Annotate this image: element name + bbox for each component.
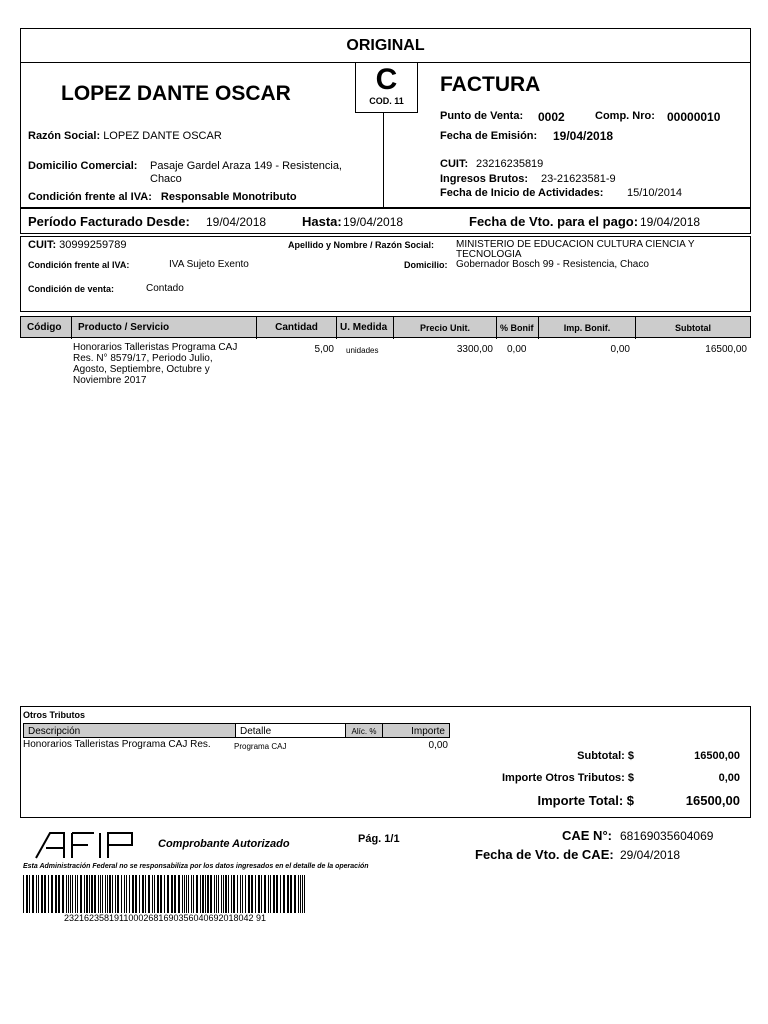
inicio-actividades-label: Fecha de Inicio de Actividades: xyxy=(440,187,604,199)
item-producto xyxy=(73,342,253,386)
col-subtotal: Subtotal xyxy=(675,323,711,333)
item-medida: unidades xyxy=(346,346,379,355)
period-row xyxy=(20,208,751,234)
barcode-bar xyxy=(72,875,73,913)
item-producto-line: Noviembre 2017 xyxy=(73,375,147,386)
barcode-bar xyxy=(258,875,260,913)
barcode-number: 23216235819110002681690356040692018042 91 xyxy=(64,913,267,923)
item-producto-line: Res. N° 8579/17, Periodo Julio, xyxy=(73,353,213,364)
cae-vto-label: Fecha de Vto. de CAE: xyxy=(475,847,614,862)
barcode-bar xyxy=(80,875,82,913)
barcode-bar xyxy=(174,875,176,913)
condicion-venta-label: Condición de venta: xyxy=(28,284,115,294)
cae-label: CAE N°: xyxy=(562,828,612,843)
barcode-bar xyxy=(98,875,99,913)
original-banner xyxy=(20,28,751,63)
barcode-icon xyxy=(23,875,308,913)
col-medida: U. Medida xyxy=(337,317,394,339)
client-iva-label: Condición frente al IVA: xyxy=(28,260,130,270)
item-imp-bonif: 0,00 xyxy=(610,344,630,355)
barcode-bar xyxy=(70,875,71,913)
item-bonif: 0,00 xyxy=(507,344,527,355)
client-cuit-row xyxy=(28,239,126,251)
barcode-bar xyxy=(216,875,217,913)
barcode-bar xyxy=(205,875,206,913)
barcode-bar xyxy=(160,875,162,913)
barcode-bar xyxy=(200,875,201,913)
razon-social-value: LOPEZ DANTE OSCAR xyxy=(103,130,222,142)
subtotal-label: Subtotal: $ xyxy=(577,750,634,762)
trib-row-detalle: Programa CAJ xyxy=(234,742,287,751)
barcode-bar xyxy=(58,875,60,913)
barcode-bar xyxy=(121,875,122,913)
otros-tributos-total-value: 0,00 xyxy=(718,772,740,784)
barcode-bar xyxy=(233,875,235,913)
barcode-bar xyxy=(62,875,64,913)
barcode-bar xyxy=(261,875,262,913)
col-producto: Producto / Servicio xyxy=(72,317,257,339)
domicilio-comercial-line1: Pasaje Gardel Araza 149 - Resistencia, xyxy=(150,160,342,172)
barcode-bar xyxy=(89,875,90,913)
client-iva-value: IVA Sujeto Exento xyxy=(169,259,249,270)
cae-vto-value: 29/04/2018 xyxy=(620,848,681,862)
trib-col-alic: Alíc. % xyxy=(345,723,383,738)
barcode xyxy=(23,875,308,913)
period-vto-value: 19/04/2018 xyxy=(640,215,701,229)
client-nombre-line2: TECNOLOGIA xyxy=(456,249,522,260)
barcode-bar xyxy=(124,875,125,913)
barcode-bar xyxy=(23,875,24,913)
barcode-bar xyxy=(154,875,155,913)
client-domicilio-label: Domicilio: xyxy=(404,260,448,270)
barcode-bar xyxy=(294,875,296,913)
barcode-bar xyxy=(186,875,187,913)
barcode-bar xyxy=(248,875,250,913)
barcode-bar xyxy=(290,875,292,913)
original-label: ORIGINAL xyxy=(346,37,425,54)
barcode-bar xyxy=(210,875,212,913)
subtotal-value: 16500,00 xyxy=(694,750,740,762)
domicilio-comercial-line2: Chaco xyxy=(150,173,182,185)
barcode-bar xyxy=(68,875,69,913)
col-bonif: % Bonif xyxy=(497,317,539,339)
invoice-letter-code: COD. 11 xyxy=(369,96,404,106)
barcode-bar xyxy=(270,875,271,913)
barcode-bar xyxy=(218,875,219,913)
barcode-bar xyxy=(129,875,130,913)
period-desde-label: Período Facturado Desde: xyxy=(28,214,190,229)
afip-disclaimer: Esta Administración Federal no se responsabiliza por los datos ingresados en el detalle de la operación xyxy=(23,863,369,870)
col-imp-bonif: Imp. Bonif. xyxy=(539,317,636,339)
client-nombre-label: Apellido y Nombre / Razón Social: xyxy=(288,240,435,250)
comprobante-autorizado: Comprobante Autorizado xyxy=(158,838,290,850)
barcode-bar xyxy=(298,875,299,913)
barcode-bar xyxy=(300,875,301,913)
barcode-bar xyxy=(202,875,204,913)
barcode-bar xyxy=(91,875,93,913)
comp-nro-value: 00000010 xyxy=(667,110,721,124)
page-number: Pág. 1/1 xyxy=(358,833,400,845)
otros-tributos-header xyxy=(23,723,450,738)
client-domicilio-value: Gobernador Bosch 99 - Resistencia, Chaco xyxy=(456,259,649,270)
cae-value: 68169035604069 xyxy=(620,829,714,843)
barcode-bar xyxy=(242,875,243,913)
barcode-bar xyxy=(157,875,159,913)
afip-logo xyxy=(34,830,144,860)
fecha-emision-label: Fecha de Emisión: xyxy=(440,130,538,142)
otros-tributos-title: Otros Tributos xyxy=(23,710,86,720)
barcode-bar xyxy=(276,875,278,913)
barcode-bar xyxy=(273,875,275,913)
barcode-bar xyxy=(48,875,49,913)
totals-box xyxy=(20,706,751,818)
barcode-bar xyxy=(112,875,113,913)
issuer-iva-label: Condición frente al IVA: xyxy=(28,191,152,203)
importe-total-label: Importe Total: $ xyxy=(537,793,634,808)
barcode-bar xyxy=(188,875,189,913)
item-producto-line: Agosto, Septiembre, Octubre y xyxy=(73,364,210,375)
item-subtotal: 16500,00 xyxy=(705,344,747,355)
barcode-bar xyxy=(152,875,153,913)
punto-venta-value: 0002 xyxy=(538,110,565,124)
domicilio-comercial-label: Domicilio Comercial: xyxy=(28,160,138,172)
barcode-bar xyxy=(75,875,76,913)
barcode-bar xyxy=(223,875,224,913)
barcode-bar xyxy=(66,875,67,913)
barcode-bar xyxy=(191,875,192,913)
barcode-bar xyxy=(29,875,30,913)
item-precio: 3300,00 xyxy=(456,344,493,355)
client-cuit-label: CUIT: xyxy=(28,239,57,251)
col-precio: Precio Unit. xyxy=(394,317,497,339)
barcode-bar xyxy=(55,875,57,913)
col-cantidad: Cantidad xyxy=(257,317,337,339)
barcode-bar xyxy=(251,875,253,913)
condicion-venta-value: Contado xyxy=(146,283,184,294)
items-table-header xyxy=(20,316,751,338)
barcode-bar xyxy=(304,875,305,913)
razon-social-label: Razón Social: xyxy=(28,130,101,142)
razon-social-row xyxy=(28,130,222,142)
barcode-bar xyxy=(302,875,303,913)
barcode-bar xyxy=(132,875,134,913)
barcode-bar xyxy=(240,875,241,913)
trib-col-importe: Importe xyxy=(382,723,450,738)
barcode-bar xyxy=(126,875,127,913)
inicio-actividades-value: 15/10/2014 xyxy=(627,187,683,199)
trib-col-detalle: Detalle xyxy=(235,723,346,738)
barcode-bar xyxy=(280,875,281,913)
barcode-bar xyxy=(102,875,103,913)
punto-venta-label: Punto de Venta: xyxy=(440,110,524,122)
barcode-bar xyxy=(145,875,146,913)
barcode-bar xyxy=(167,875,169,913)
barcode-bar xyxy=(184,875,185,913)
barcode-bar xyxy=(36,875,37,913)
invoice-letter-box xyxy=(355,62,418,113)
trib-col-descripcion: Descripción xyxy=(23,723,236,738)
barcode-bar xyxy=(287,875,289,913)
barcode-bar xyxy=(225,875,227,913)
barcode-bar xyxy=(86,875,88,913)
comp-nro-label: Comp. Nro: xyxy=(595,110,655,122)
barcode-bar xyxy=(117,875,119,913)
barcode-bar xyxy=(245,875,246,913)
otros-tributos-total-label: Importe Otros Tributos: $ xyxy=(501,772,634,784)
barcode-bar xyxy=(26,875,28,913)
barcode-bar xyxy=(182,875,183,913)
barcode-bar xyxy=(264,875,266,913)
barcode-bar xyxy=(255,875,256,913)
barcode-bar xyxy=(193,875,194,913)
barcode-bar xyxy=(109,875,111,913)
invoice-letter: C xyxy=(375,63,398,96)
barcode-bar xyxy=(51,875,53,913)
barcode-bar xyxy=(148,875,150,913)
issuer-iva-value: Responsable Monotributo xyxy=(160,191,297,203)
barcode-bar xyxy=(32,875,34,913)
col-codigo: Código xyxy=(21,317,72,339)
ingresos-brutos-label: Ingresos Brutos: xyxy=(440,173,529,185)
table-row xyxy=(20,342,751,392)
barcode-bar xyxy=(178,875,180,913)
fecha-emision-value: 19/04/2018 xyxy=(553,129,614,143)
header-divider xyxy=(383,113,384,208)
issuer-name: LOPEZ DANTE OSCAR xyxy=(61,82,291,105)
barcode-bar xyxy=(105,875,106,913)
importe-total-value: 16500,00 xyxy=(685,793,740,808)
item-cantidad: 5,00 xyxy=(314,344,334,355)
barcode-bar xyxy=(207,875,209,913)
barcode-bar xyxy=(237,875,238,913)
period-hasta-label: Hasta: xyxy=(302,214,342,229)
barcode-bar xyxy=(142,875,144,913)
barcode-bar xyxy=(94,875,96,913)
barcode-bar xyxy=(84,875,85,913)
barcode-bar xyxy=(135,875,137,913)
barcode-bar xyxy=(100,875,101,913)
barcode-bar xyxy=(77,875,78,913)
barcode-bar xyxy=(38,875,39,913)
barcode-bar xyxy=(283,875,285,913)
barcode-bar xyxy=(41,875,43,913)
barcode-bar xyxy=(214,875,215,913)
barcode-bar xyxy=(44,875,46,913)
barcode-bar xyxy=(221,875,222,913)
barcode-bar xyxy=(164,875,165,913)
client-box xyxy=(20,236,751,312)
issuer-iva-row xyxy=(28,191,297,203)
invoice-type: FACTURA xyxy=(440,73,541,96)
period-hasta-value: 19/04/2018 xyxy=(343,215,404,229)
barcode-bar xyxy=(171,875,173,913)
afip-logo-icon xyxy=(34,830,144,860)
barcode-bar xyxy=(231,875,232,913)
issuer-cuit-value: 23216235819 xyxy=(476,158,544,170)
period-vto-label: Fecha de Vto. para el pago: xyxy=(469,214,639,229)
trib-row-descripcion: Honorarios Talleristas Programa CAJ Res. xyxy=(23,739,211,750)
client-nombre-line1: MINISTERIO DE EDUCACION CULTURA CIENCIA Y xyxy=(456,239,695,250)
ingresos-brutos-value: 23-21623581-9 xyxy=(541,173,616,185)
barcode-bar xyxy=(139,875,140,913)
issuer-cuit-label: CUIT: xyxy=(440,158,469,170)
trib-row-importe: 0,00 xyxy=(428,740,448,751)
barcode-bar xyxy=(115,875,116,913)
barcode-bar xyxy=(228,875,229,913)
client-cuit-value: 30999259789 xyxy=(59,239,127,251)
period-desde-value: 19/04/2018 xyxy=(206,215,267,229)
barcode-bar xyxy=(268,875,269,913)
barcode-bar xyxy=(196,875,198,913)
barcode-bar xyxy=(107,875,108,913)
item-producto-line: Honorarios Talleristas Programa CAJ xyxy=(73,342,238,353)
